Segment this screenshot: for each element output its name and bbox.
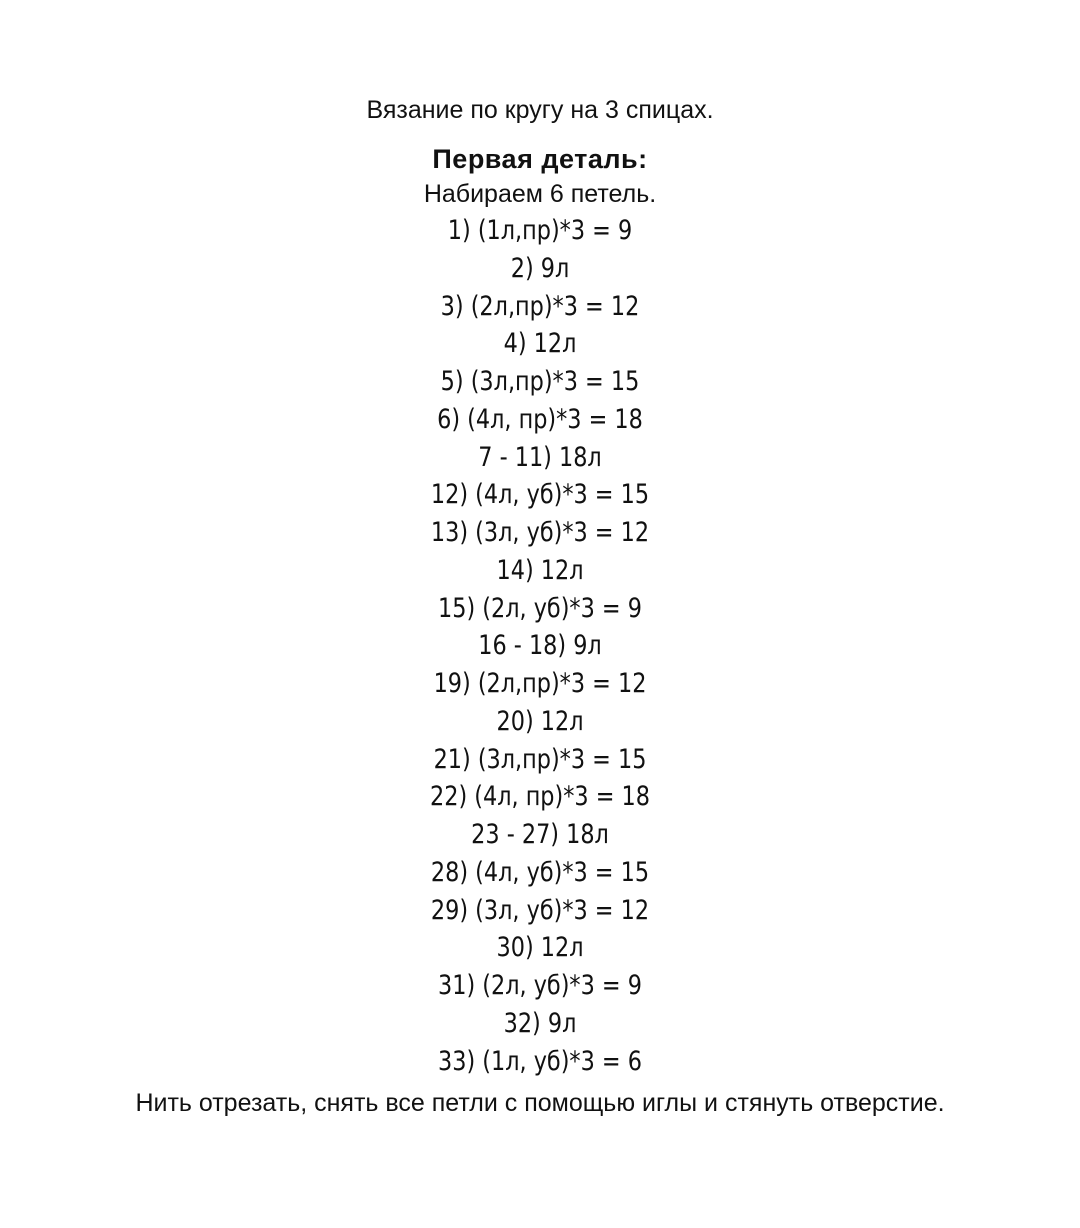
pattern-row: 32) 9л [503, 1007, 577, 1039]
pattern-row: 1) (1л,пр)*3 = 9 [447, 215, 633, 246]
pattern-row: 3) (2л,пр)*3 = 12 [440, 290, 640, 322]
pattern-row: 33) (1л, уб)*3 = 6 [438, 1045, 642, 1077]
pattern-row: 20) 12л [496, 705, 584, 737]
pattern-row: 21) (3л,пр)*3 = 15 [433, 743, 647, 775]
pattern-row: 19) (2л,пр)*3 = 12 [433, 668, 647, 699]
pattern-row: 4) 12л [503, 328, 577, 360]
pattern-row: 12) (4л, уб)*3 = 15 [430, 479, 650, 511]
closing-instruction: Нить отрезать, снять все петли с помощью иглы и стянуть отверстие. [135, 1089, 945, 1117]
pattern-row: 30) 12л [496, 932, 584, 964]
pattern-row: 16 - 18) 9л [478, 630, 602, 662]
pattern-row: 2) 9л [510, 252, 570, 284]
pattern-row: 31) (2л, уб)*3 = 9 [438, 970, 642, 1001]
pattern-row: 14) 12л [496, 554, 584, 586]
pattern-row: 5) (3л,пр)*3 = 15 [440, 366, 640, 397]
intro-text: Вязание по кругу на 3 спицах. [366, 96, 714, 124]
pattern-row: 28) (4л, уб)*3 = 15 [430, 856, 650, 888]
pattern-row: 22) (4л, пр)*3 = 18 [430, 781, 650, 813]
pattern-row: 13) (3л, уб)*3 = 12 [430, 517, 650, 548]
pattern-row: 6) (4л, пр)*3 = 18 [437, 403, 643, 435]
section-heading: Первая деталь: [432, 144, 648, 174]
pattern-row: 15) (2л, уб)*3 = 9 [438, 592, 642, 624]
pattern-row: 23 - 27) 18л [471, 819, 609, 850]
pattern-rows-list [0, 212, 1080, 1080]
pattern-row: 7 - 11) 18л [478, 441, 602, 473]
pattern-row: 29) (3л, уб)*3 = 12 [430, 894, 650, 926]
cast-on-text: Набираем 6 петель. [423, 180, 657, 208]
